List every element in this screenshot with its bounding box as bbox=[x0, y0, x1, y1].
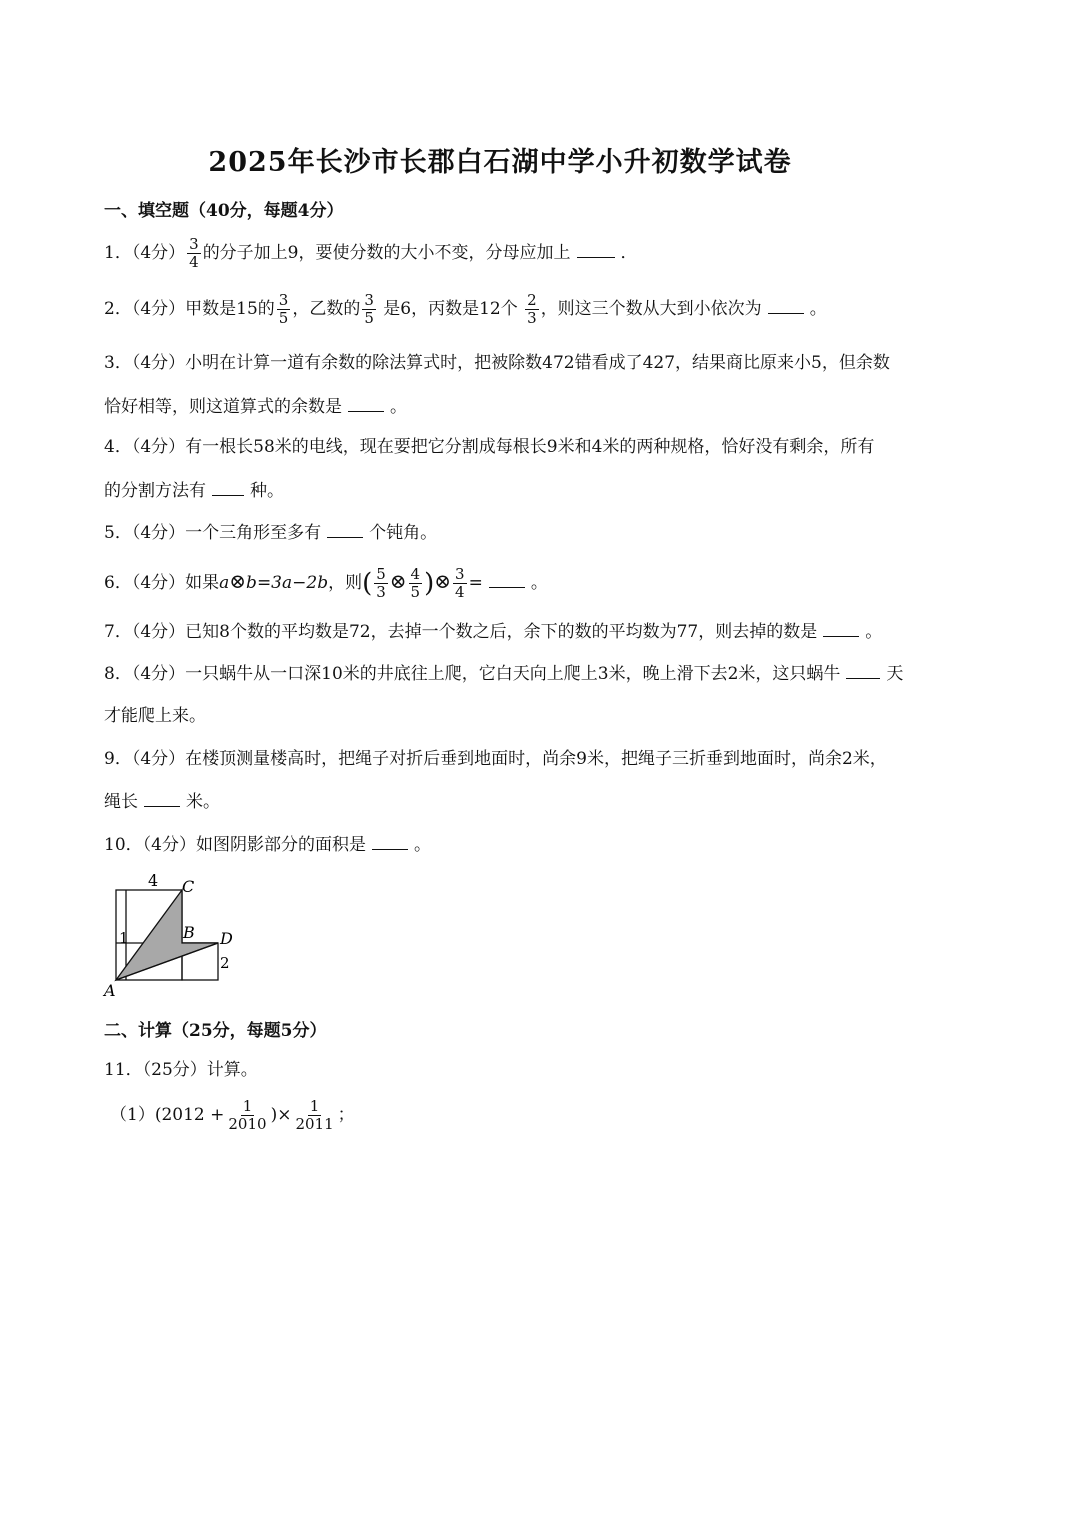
fraction bbox=[277, 292, 291, 327]
question-9-line-2 bbox=[104, 790, 220, 813]
answer-blank[interactable] bbox=[577, 241, 615, 258]
question-11-part-1 bbox=[110, 1098, 355, 1133]
section-heading-fill-in: 一、填空题（40分，每题4分） bbox=[104, 201, 344, 221]
numerator: 3 bbox=[189, 235, 199, 253]
answer-blank[interactable] bbox=[372, 833, 408, 850]
question-2-text-3: 是6，丙数是12个 bbox=[383, 299, 518, 319]
expression-end: ； bbox=[337, 1105, 355, 1125]
question-1-text: 的分子加上9，要使分数的大小不变，分母应加上 bbox=[202, 243, 571, 263]
question-10 bbox=[104, 833, 431, 856]
numerator: 1 bbox=[309, 1097, 320, 1115]
numerator: 1 bbox=[242, 1097, 253, 1115]
fraction bbox=[409, 566, 423, 601]
question-7-text: 7．（4分）已知8个数的平均数是72，去掉一个数之后，余下的数的平均数为77，则去掉的数是 bbox=[104, 622, 818, 642]
answer-blank[interactable] bbox=[327, 521, 363, 538]
question-6-then: ，则 bbox=[328, 573, 363, 593]
numerator: 3 bbox=[278, 291, 289, 309]
fraction bbox=[362, 292, 376, 327]
answer-blank[interactable] bbox=[212, 479, 244, 496]
question-4-line-1: 4．（4分）有一根长58米的电线，现在要把它分割成每根长9米和4米的两种规格，恰好没有剩余，所有 bbox=[104, 437, 875, 457]
left-paren-icon: ( bbox=[362, 568, 373, 599]
variable-b: b bbox=[246, 573, 257, 593]
question-1-end: ． bbox=[620, 243, 638, 263]
question-6-number: 6．（4分）如果 bbox=[104, 573, 220, 593]
answer-blank[interactable] bbox=[823, 620, 859, 637]
denominator: 4 bbox=[455, 583, 465, 601]
denominator: 5 bbox=[410, 583, 421, 601]
denominator: 2010 bbox=[228, 1115, 267, 1133]
shaded-region bbox=[116, 890, 218, 980]
question-5-text: 5．（4分）一个三角形至多有 bbox=[104, 523, 322, 543]
question-9-line-1: 9．（4分）在楼顶测量楼高时，把绳子对折后垂到地面时，尚余9米，把绳子三折垂到地面时，尚余2米， bbox=[104, 749, 887, 769]
numerator: 3 bbox=[364, 291, 374, 309]
label-4: 4 bbox=[148, 871, 159, 890]
equals-sign: = bbox=[468, 573, 483, 593]
question-7-end: 。 bbox=[865, 622, 883, 642]
fraction bbox=[453, 566, 467, 601]
question-3-line-1: 3．（4分）小明在计算一道有余数的除法算式时，把被除数472错看成了427，结果商比原来小5，但余数 bbox=[104, 353, 890, 373]
question-8-unit: 天 bbox=[886, 664, 904, 684]
shaded-area-figure bbox=[100, 868, 250, 1002]
question-6-end: 。 bbox=[530, 573, 548, 593]
numerator: 3 bbox=[455, 565, 465, 583]
numerator: 4 bbox=[410, 565, 421, 583]
question-1 bbox=[104, 236, 638, 271]
fraction bbox=[374, 566, 388, 601]
denominator: 4 bbox=[189, 253, 199, 271]
question-4-text: 的分割方法有 bbox=[104, 481, 206, 501]
question-8-text: 8．（4分）一只蜗牛从一口深10米的井底往上爬，它白天向上爬上3米，晚上滑下去2米，这只蜗牛 bbox=[104, 664, 841, 684]
answer-blank[interactable] bbox=[846, 662, 880, 679]
question-3-text: 恰好相等，则这道算式的余数是 bbox=[104, 397, 342, 417]
question-5-end: 个钝角。 bbox=[369, 523, 438, 543]
otimes-icon: ⊗ bbox=[229, 569, 247, 593]
question-9-end: 米。 bbox=[186, 792, 220, 812]
numerator: 5 bbox=[376, 565, 386, 583]
question-2-number: 2．（4分） bbox=[104, 299, 186, 319]
page-title: 2025年长沙市长郡白石湖中学小升初数学试卷 bbox=[208, 147, 792, 178]
label-b: B bbox=[183, 923, 195, 942]
otimes-icon: ⊗ bbox=[389, 569, 407, 593]
question-1-number: 1．（4分） bbox=[104, 243, 186, 263]
denominator: 3 bbox=[527, 309, 537, 327]
section-heading-calculation: 二、计算（25分，每题5分） bbox=[104, 1021, 327, 1041]
variable-a: a bbox=[219, 573, 230, 593]
question-2-text-2: ，乙数的 bbox=[292, 299, 361, 319]
numerator: 2 bbox=[527, 291, 537, 309]
answer-blank[interactable] bbox=[489, 571, 525, 588]
question-2-text-1: 甲数是15的 bbox=[185, 299, 275, 319]
question-10-text: 10．（4分）如图阴影部分的面积是 bbox=[104, 835, 366, 855]
question-6 bbox=[104, 566, 548, 601]
expression-open: (2012 + bbox=[154, 1105, 225, 1125]
denominator: 5 bbox=[278, 309, 289, 327]
answer-blank[interactable] bbox=[768, 297, 804, 314]
question-10-end: 。 bbox=[413, 835, 431, 855]
question-2 bbox=[104, 292, 827, 327]
answer-blank[interactable] bbox=[144, 790, 180, 807]
fraction bbox=[187, 236, 201, 271]
otimes-icon: ⊗ bbox=[434, 569, 452, 593]
question-2-end: 。 bbox=[809, 299, 827, 319]
question-4-end: 种。 bbox=[250, 481, 284, 501]
denominator: 2011 bbox=[295, 1115, 334, 1133]
question-8-line-1 bbox=[104, 662, 903, 685]
question-3-end: 。 bbox=[390, 397, 407, 417]
question-11: 11．（25分）计算。 bbox=[104, 1060, 258, 1080]
question-5 bbox=[104, 521, 437, 544]
fraction bbox=[525, 292, 539, 327]
part-label: （1） bbox=[110, 1105, 155, 1125]
label-2: 2 bbox=[220, 954, 230, 972]
answer-blank[interactable] bbox=[348, 395, 384, 412]
question-7 bbox=[104, 620, 882, 643]
question-9-text: 绳长 bbox=[104, 792, 138, 812]
definition-expression: =3a−2b bbox=[256, 573, 329, 593]
question-2-text-4: ，则这三个数从大到小依次为 bbox=[540, 299, 762, 319]
expression-middle: )× bbox=[270, 1105, 292, 1125]
fraction bbox=[293, 1098, 335, 1133]
label-c: C bbox=[182, 877, 195, 896]
right-paren-icon: ) bbox=[424, 568, 435, 599]
label-d: D bbox=[220, 929, 233, 948]
fraction bbox=[226, 1098, 268, 1133]
question-4-line-2 bbox=[104, 479, 284, 502]
label-a: A bbox=[104, 981, 116, 1000]
label-1: 1 bbox=[119, 929, 129, 947]
question-3-line-2 bbox=[104, 395, 407, 418]
denominator: 5 bbox=[364, 309, 374, 327]
question-8-line-2: 才能爬上来。 bbox=[104, 706, 206, 726]
denominator: 3 bbox=[376, 583, 386, 601]
